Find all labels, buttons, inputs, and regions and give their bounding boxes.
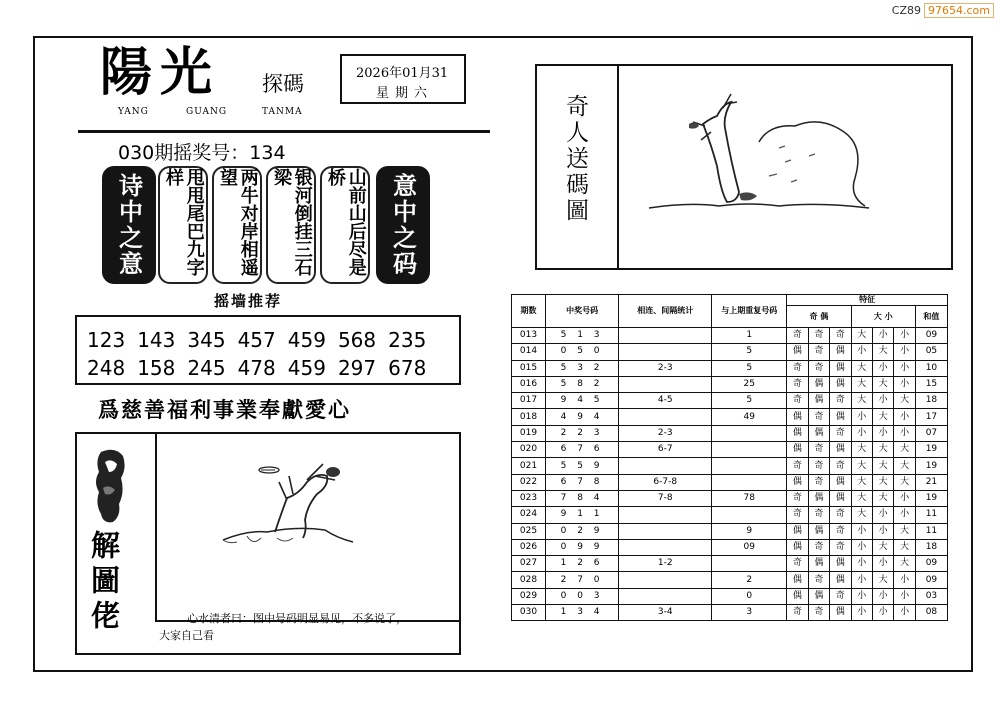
table-cell: 5 8 2	[545, 376, 618, 392]
table-cell: 小	[851, 409, 872, 425]
table-cell: 5 5 9	[545, 458, 618, 474]
table-cell: 偶	[787, 409, 808, 425]
table-cell: 偶	[787, 572, 808, 588]
table-cell: 奇	[787, 360, 808, 376]
tree-hill-drawing	[619, 66, 949, 266]
logo-subtitle: 探碼	[262, 72, 304, 96]
table-cell: 6 7 6	[545, 442, 618, 458]
table-cell: 1-2	[619, 556, 712, 572]
recommend-number: 459	[287, 328, 326, 352]
table-row	[512, 376, 948, 392]
table-cell: 大	[851, 442, 872, 458]
table-cell: 0 9 9	[545, 539, 618, 555]
recommend-number: 459	[287, 356, 326, 380]
th-repeat: 与上期重复号码	[712, 295, 787, 328]
table-cell: 小	[872, 393, 893, 409]
table-cell: 小	[872, 605, 893, 621]
table-cell: 偶	[830, 376, 851, 392]
table-cell: 大	[872, 344, 893, 360]
table-cell	[712, 442, 787, 458]
table-cell: 大	[894, 539, 915, 555]
table-cell	[619, 328, 712, 344]
table-cell: 偶	[787, 425, 808, 441]
table-cell: 11	[915, 523, 947, 539]
table-cell: 9 1 1	[545, 507, 618, 523]
table-cell	[712, 474, 787, 490]
table-row	[512, 409, 948, 425]
table-cell: 偶	[808, 393, 829, 409]
table-cell: 小	[894, 360, 915, 376]
table-cell: 015	[512, 360, 546, 376]
table-cell: 小	[851, 523, 872, 539]
table-cell: 1 3 4	[545, 605, 618, 621]
table-cell: 大	[872, 490, 893, 506]
table-cell: 奇	[787, 393, 808, 409]
table-cell: 023	[512, 490, 546, 506]
table-row	[512, 442, 948, 458]
table-cell	[619, 588, 712, 604]
table-cell: 19	[915, 442, 947, 458]
recommend-title: 摇墙推荐	[214, 292, 283, 310]
recommend-number: 158	[137, 356, 176, 380]
table-cell	[712, 556, 787, 572]
table-cell: 014	[512, 344, 546, 360]
table-cell: 2-3	[619, 360, 712, 376]
table-cell: 大	[851, 458, 872, 474]
table-cell: 18	[915, 393, 947, 409]
table-cell: 奇	[808, 328, 829, 344]
table-cell: 偶	[808, 556, 829, 572]
jie-note-line-1: 心水清者曰：图中号码明显易见，不多说了，	[187, 612, 407, 625]
table-cell: 03	[915, 588, 947, 604]
table-cell: 6-7	[619, 442, 712, 458]
table-cell: 大	[894, 556, 915, 572]
charity-slogan: 爲慈善福利事業奉獻愛心	[98, 397, 351, 422]
table-cell	[712, 425, 787, 441]
table-cell: 大	[872, 458, 893, 474]
table-cell: 奇	[808, 539, 829, 555]
table-cell: 小	[851, 425, 872, 441]
recommend-number: 123	[87, 328, 126, 352]
th-odd-even: 奇 偶	[787, 306, 851, 328]
logo-title: 陽光	[100, 42, 221, 103]
table-cell: 021	[512, 458, 546, 474]
table-cell: 小	[894, 605, 915, 621]
table-cell: 17	[915, 409, 947, 425]
table-cell: 19	[915, 458, 947, 474]
table-cell: 小	[894, 588, 915, 604]
table-cell	[619, 539, 712, 555]
table-cell: 49	[712, 409, 787, 425]
table-cell: 奇	[787, 605, 808, 621]
sprout-drawing	[157, 434, 459, 618]
table-cell: 6 7 8	[545, 474, 618, 490]
table-cell: 偶	[830, 409, 851, 425]
table-cell: 小	[894, 328, 915, 344]
table-cell: 偶	[830, 572, 851, 588]
table-cell: 10	[915, 360, 947, 376]
date-line: 2026年01月31	[356, 66, 449, 81]
table-row	[512, 344, 948, 360]
table-cell: 6-7-8	[619, 474, 712, 490]
table-cell: 07	[915, 425, 947, 441]
table-cell: 奇	[787, 490, 808, 506]
table-cell: 小	[894, 344, 915, 360]
table-cell: 18	[915, 539, 947, 555]
table-cell: 026	[512, 539, 546, 555]
table-cell: 偶	[830, 360, 851, 376]
poem-line-3: 银河倒挂三石梁	[266, 166, 316, 284]
table-cell: 08	[915, 605, 947, 621]
table-row	[512, 539, 948, 555]
poem-left-title: 诗中之意	[102, 166, 156, 284]
table-cell: 11	[915, 507, 947, 523]
table-cell: 9 4 5	[545, 393, 618, 409]
table-cell	[619, 523, 712, 539]
table-cell: 奇	[830, 458, 851, 474]
table-row	[512, 605, 948, 621]
table-cell: 偶	[830, 474, 851, 490]
table-cell	[619, 376, 712, 392]
table-cell: 大	[894, 474, 915, 490]
th-features: 特征	[787, 295, 948, 306]
jie-note	[159, 610, 457, 644]
table-cell: 025	[512, 523, 546, 539]
table-cell: 奇	[808, 474, 829, 490]
table-row	[512, 328, 948, 344]
table-cell: 小	[894, 490, 915, 506]
table-cell: 09	[915, 328, 947, 344]
table-cell: 大	[872, 442, 893, 458]
table-cell: 奇	[808, 360, 829, 376]
th-big-small: 大 小	[851, 306, 915, 328]
th-winning: 中奖号码	[545, 295, 618, 328]
table-cell: 偶	[808, 490, 829, 506]
weekday-line: 星期六	[376, 86, 434, 101]
history-table	[511, 294, 948, 621]
table-cell: 大	[872, 376, 893, 392]
table-cell	[712, 458, 787, 474]
table-cell: 小	[851, 588, 872, 604]
table-cell: 小	[872, 507, 893, 523]
table-cell: 小	[894, 572, 915, 588]
table-row	[512, 425, 948, 441]
table-cell: 2 7 0	[545, 572, 618, 588]
table-cell: 奇	[808, 458, 829, 474]
poem-line-2: 两牛对岸相遥望	[212, 166, 262, 284]
table-cell: 78	[712, 490, 787, 506]
table-cell: 奇	[787, 328, 808, 344]
table-cell: 偶	[808, 523, 829, 539]
table-cell: 0 5 0	[545, 344, 618, 360]
table-cell: 2	[712, 572, 787, 588]
table-cell: 大	[872, 572, 893, 588]
table-cell: 大	[851, 507, 872, 523]
table-cell: 偶	[808, 588, 829, 604]
table-cell: 小	[851, 539, 872, 555]
jie-tu-lao-title: 解圖佬	[87, 530, 121, 635]
table-cell: 奇	[787, 556, 808, 572]
recommend-row-1	[87, 328, 426, 352]
table-cell	[619, 507, 712, 523]
table-cell: 偶	[830, 490, 851, 506]
old-man-portrait-image	[91, 448, 131, 526]
table-cell: 小	[894, 425, 915, 441]
table-cell: 09	[712, 539, 787, 555]
issue-result: 030期摇奖号：134	[118, 142, 286, 164]
recommend-number: 297	[337, 356, 377, 380]
table-cell: 偶	[787, 344, 808, 360]
watermark-site[interactable]: 97654.com	[924, 3, 994, 18]
table-cell: 小	[851, 344, 872, 360]
table-cell: 小	[872, 523, 893, 539]
qiren-title: 奇人送碼圖	[562, 94, 588, 224]
poem-line-4: 山前山后尽是桥	[320, 166, 370, 284]
table-cell: 大	[851, 393, 872, 409]
table-cell: 029	[512, 588, 546, 604]
table-cell: 大	[851, 328, 872, 344]
th-sum: 和值	[915, 306, 947, 328]
table-cell: 奇	[808, 344, 829, 360]
table-cell	[619, 344, 712, 360]
th-consecutive: 相连、间隔统计	[619, 295, 712, 328]
table-cell: 奇	[830, 539, 851, 555]
table-cell: 小	[851, 556, 872, 572]
table-cell: 偶	[787, 588, 808, 604]
table-cell: 小	[872, 360, 893, 376]
recommend-number: 457	[237, 328, 276, 352]
table-cell: 0 0 3	[545, 588, 618, 604]
table-cell: 016	[512, 376, 546, 392]
table-cell: 022	[512, 474, 546, 490]
recommend-number: 143	[137, 328, 176, 352]
recommend-row-2	[87, 356, 426, 380]
table-cell	[619, 458, 712, 474]
jie-picture-frame	[155, 434, 461, 622]
table-cell: 偶	[787, 523, 808, 539]
table-cell: 奇	[830, 425, 851, 441]
table-cell: 大	[872, 409, 893, 425]
table-cell: 020	[512, 442, 546, 458]
watermark-code: CZ89	[891, 4, 922, 17]
table-cell: 奇	[830, 507, 851, 523]
table-cell: 小	[872, 328, 893, 344]
qiren-panel	[535, 64, 953, 270]
table-cell: 027	[512, 556, 546, 572]
table-cell: 大	[872, 539, 893, 555]
table-cell: 0	[712, 588, 787, 604]
table-cell: 15	[915, 376, 947, 392]
table-cell: 大	[894, 393, 915, 409]
table-row	[512, 393, 948, 409]
table-cell: 4-5	[619, 393, 712, 409]
date-box	[340, 54, 466, 104]
table-cell: 5	[712, 344, 787, 360]
table-cell: 大	[851, 376, 872, 392]
table-cell: 7 8 4	[545, 490, 618, 506]
table-cell: 大	[872, 474, 893, 490]
table-cell: 小	[851, 572, 872, 588]
table-cell: 小	[894, 507, 915, 523]
table-cell: 奇	[808, 572, 829, 588]
recommend-number: 248	[87, 356, 126, 380]
table-cell: 5	[712, 393, 787, 409]
table-cell: 奇	[830, 588, 851, 604]
table-cell: 3	[712, 605, 787, 621]
table-cell: 奇	[830, 328, 851, 344]
table-cell: 09	[915, 572, 947, 588]
table-row	[512, 556, 948, 572]
table-cell: 25	[712, 376, 787, 392]
table-cell: 1	[712, 328, 787, 344]
watermark	[892, 3, 994, 18]
table-cell: 大	[894, 458, 915, 474]
table-cell: 19	[915, 490, 947, 506]
table-row	[512, 360, 948, 376]
recommend-number: 478	[237, 356, 276, 380]
table-cell: 偶	[830, 344, 851, 360]
table-cell: 奇	[808, 409, 829, 425]
table-cell: 0 2 9	[545, 523, 618, 539]
table-cell: 奇	[787, 507, 808, 523]
table-cell: 小	[872, 556, 893, 572]
table-cell: 大	[894, 523, 915, 539]
table-row	[512, 458, 948, 474]
table-cell: 7-8	[619, 490, 712, 506]
header-divider	[78, 130, 490, 133]
table-cell: 05	[915, 344, 947, 360]
table-cell: 小	[894, 409, 915, 425]
pinyin-guang: GUANG	[186, 107, 228, 117]
table-cell: 奇	[808, 507, 829, 523]
recommend-number: 568	[337, 328, 377, 352]
table-cell: 019	[512, 425, 546, 441]
table-cell: 024	[512, 507, 546, 523]
table-cell: 偶	[830, 442, 851, 458]
recommend-box	[75, 315, 461, 385]
table-cell: 9	[712, 523, 787, 539]
pinyin-tanma: TANMA	[262, 107, 303, 117]
table-cell: 5 1 3	[545, 328, 618, 344]
table-row	[512, 507, 948, 523]
table-cell: 5	[712, 360, 787, 376]
qiren-picture-frame	[617, 66, 953, 268]
table-cell: 017	[512, 393, 546, 409]
jie-tu-lao-panel	[75, 432, 461, 655]
table-cell: 奇	[787, 458, 808, 474]
table-cell: 大	[894, 442, 915, 458]
recommend-number: 235	[388, 328, 427, 352]
table-cell: 偶	[830, 605, 851, 621]
table-row	[512, 523, 948, 539]
table-cell: 小	[872, 588, 893, 604]
recommend-number: 345	[187, 328, 226, 352]
table-cell: 013	[512, 328, 546, 344]
table-cell: 偶	[830, 556, 851, 572]
table-cell: 2-3	[619, 425, 712, 441]
table-cell: 小	[872, 425, 893, 441]
table-cell: 偶	[787, 442, 808, 458]
table-cell: 小	[851, 605, 872, 621]
table-cell: 小	[894, 376, 915, 392]
table-cell: 偶	[787, 474, 808, 490]
pinyin-yang: YANG	[118, 107, 149, 117]
table-cell: 1 2 6	[545, 556, 618, 572]
table-cell	[712, 507, 787, 523]
th-issue: 期数	[512, 295, 546, 328]
table-cell	[619, 572, 712, 588]
table-row	[512, 490, 948, 506]
table-row	[512, 588, 948, 604]
table-cell: 偶	[808, 425, 829, 441]
poem-right-title: 意中之码	[376, 166, 430, 284]
table-cell: 偶	[787, 539, 808, 555]
table-cell: 028	[512, 572, 546, 588]
table-cell: 大	[851, 490, 872, 506]
table-cell: 21	[915, 474, 947, 490]
table-cell: 偶	[808, 376, 829, 392]
table-cell: 大	[851, 474, 872, 490]
table-cell	[619, 409, 712, 425]
table-cell: 大	[851, 360, 872, 376]
table-cell: 5 3 2	[545, 360, 618, 376]
table-cell: 018	[512, 409, 546, 425]
table-cell: 09	[915, 556, 947, 572]
recommend-number: 245	[187, 356, 226, 380]
recommend-number: 678	[388, 356, 427, 380]
table-row	[512, 474, 948, 490]
poem-line-1: 甩甩尾巴九字样	[158, 166, 208, 284]
table-row	[512, 572, 948, 588]
table-cell: 2 2 3	[545, 425, 618, 441]
table-cell: 030	[512, 605, 546, 621]
table-cell: 奇	[830, 393, 851, 409]
table-cell: 奇	[808, 442, 829, 458]
jie-note-line-2: 大家自己看	[159, 629, 214, 643]
table-cell: 奇	[830, 523, 851, 539]
table-cell: 3-4	[619, 605, 712, 621]
table-cell: 4 9 4	[545, 409, 618, 425]
table-cell: 奇	[787, 376, 808, 392]
table-cell: 奇	[808, 605, 829, 621]
